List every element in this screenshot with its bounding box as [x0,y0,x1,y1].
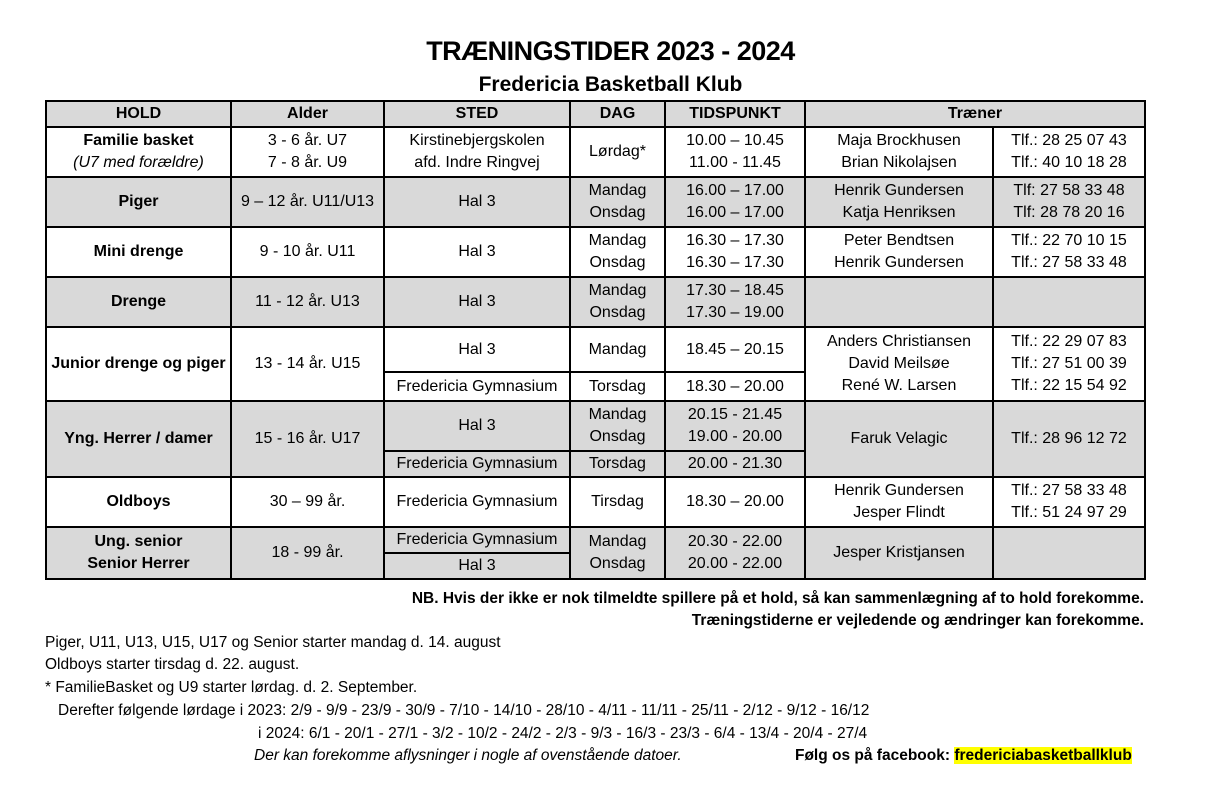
tid-text: 20.00 - 22.00 [687,555,783,572]
hold-name: Senior Herrer [87,555,190,572]
traener-name: Katja Henriksen [842,204,956,221]
hold-cell: Piger [46,177,231,227]
hold-name: Familie basket [83,132,194,149]
tid-text: 20.30 - 22.00 [687,533,783,550]
traener-cell [805,477,993,527]
dates-2024: i 2024: 6/1 - 20/1 - 27/1 - 3/2 - 10/2 - 24/2 - 2/3 - 9/3 - 16/3 - 23/3 - 6/4 - 13/4 - 20/4 - 27/4 [258,725,868,742]
col-hold: HOLD [46,101,231,127]
table-row [46,177,1145,227]
table-row [46,477,1145,527]
traener-name: David Meilsøe [848,355,950,372]
table-header-row [46,101,1145,127]
dag-text: Onsdag [589,254,646,271]
alder-cell: 30 – 99 år. [231,477,384,527]
tlf-cell [993,327,1145,401]
tlf-text: Tlf.: 22 70 10 15 [1011,232,1127,249]
hold-cell [46,527,231,579]
traener-name: Henrik Gundersen [834,254,964,271]
table-row [46,327,1145,372]
alder-cell [231,127,384,177]
table-row [46,227,1145,277]
table-row [46,401,1145,451]
alder-cell: 13 - 14 år. U15 [231,327,384,401]
tid-text: 19.00 - 20.00 [687,428,783,445]
sted-cell: Hal 3 [384,177,570,227]
tlf-cell [993,527,1145,579]
col-traener: Træner [805,101,1145,127]
tid-cell: 20.00 - 21.30 [665,451,805,477]
sted-cell [384,127,570,177]
sted-cell: Hal 3 [384,401,570,451]
tid-cell [665,127,805,177]
tlf-text: Tlf: 28 78 20 16 [1013,204,1125,221]
dag-text: Onsdag [589,428,646,445]
tid-cell: 18.30 – 20.00 [665,477,805,527]
dag-cell: Tirsdag [570,477,665,527]
tid-text: 11.00 - 11.45 [689,154,781,171]
sted-cell: Hal 3 [384,553,570,579]
traener-name: Henrik Gundersen [834,482,964,499]
dates-2023: Derefter følgende lørdage i 2023: 2/9 - 9/9 - 23/9 - 30/9 - 7/10 - 14/10 - 28/10 - 4/11 - 11/11 - 25/11 - 2/12 - 9/12 - 16/12 [58,702,870,719]
hold-note: (U7 med forældre) [73,154,204,171]
start-note-3: * FamilieBasket og U9 starter lørdag. d. 2. September. [45,679,418,696]
nb-note-2: Træningstiderne er vejledende og ændringer kan forekomme. [691,612,1144,629]
traener-cell: Faruk Velagic [805,401,993,477]
facebook-label: Følg os på facebook: [795,747,951,764]
dag-cell [570,227,665,277]
tid-text: 20.15 - 21.45 [687,406,783,423]
dag-text: Mandag [588,182,647,199]
tlf-text: Tlf.: 27 58 33 48 [1011,482,1127,499]
tid-cell: 18.45 – 20.15 [665,327,805,372]
traener-cell [805,227,993,277]
tlf-cell [993,477,1145,527]
traener-name: Anders Christiansen [826,333,972,350]
traener-cell [805,327,993,401]
hold-cell: Mini drenge [46,227,231,277]
table-row [46,127,1145,177]
tid-text: 16.30 – 17.30 [686,254,784,271]
hold-name: Ung. senior [94,533,183,550]
alder-text: 3 - 6 år. U7 [267,132,348,149]
dag-cell: Torsdag [570,372,665,401]
traener-cell [805,127,993,177]
dag-cell [570,177,665,227]
sted-cell: Fredericia Gymnasium [384,451,570,477]
dag-text: Onsdag [589,204,646,221]
tid-text: 16.00 – 17.00 [686,182,784,199]
tlf-text: Tlf.: 27 58 33 48 [1011,254,1127,271]
alder-cell: 9 – 12 år. U11/U13 [231,177,384,227]
sted-cell: Fredericia Gymnasium [384,527,570,553]
start-note-1: Piger, U11, U13, U15, U17 og Senior starter mandag d. 14. august [45,634,501,651]
alder-cell: 11 - 12 år. U13 [231,277,384,327]
tid-text: 10.00 – 10.45 [686,132,784,149]
tid-cell: 18.30 – 20.00 [665,372,805,401]
tlf-cell [993,277,1145,327]
traener-name: Maja Brockhusen [837,132,961,149]
sted-cell: Fredericia Gymnasium [384,372,570,401]
cancellation-note: Der kan forekomme aflysninger i nogle af ovenstående datoer. [254,747,682,764]
alder-cell: 9 - 10 år. U11 [231,227,384,277]
hold-cell: Drenge [46,277,231,327]
tid-text: 17.30 – 19.00 [686,304,784,321]
sted-cell: Hal 3 [384,327,570,372]
col-dag: DAG [570,101,665,127]
traener-name: Henrik Gundersen [834,182,964,199]
dag-cell [570,527,665,579]
dag-text: Onsdag [589,555,646,572]
tid-cell [665,277,805,327]
traener-cell: Jesper Kristjansen [805,527,993,579]
tlf-cell [993,177,1145,227]
sted-cell: Hal 3 [384,227,570,277]
dag-text: Onsdag [589,304,646,321]
facebook-line [795,747,1132,765]
tid-text: 16.30 – 17.30 [686,232,784,249]
tlf-text: Tlf.: 28 25 07 43 [1011,132,1127,149]
alder-text: 7 - 8 år. U9 [267,154,348,171]
alder-cell: 18 - 99 år. [231,527,384,579]
tid-text: 16.00 – 17.00 [686,204,784,221]
nb-note: NB. Hvis der ikke er nok tilmeldte spillere på et hold, så kan sammenlægning af to hold forekomme. [411,590,1144,607]
dag-text: Mandag [588,533,647,550]
tlf-text: Tlf.: 22 15 54 92 [1011,377,1127,394]
table-row [46,277,1145,327]
sted-cell: Fredericia Gymnasium [384,477,570,527]
tlf-text: Tlf.: 22 29 07 83 [1011,333,1127,350]
dag-cell [570,277,665,327]
hold-cell: Yng. Herrer / damer [46,401,231,477]
hold-cell: Oldboys [46,477,231,527]
facebook-link[interactable]: fredericiabasketballklub [954,747,1132,764]
sted-text: afd. Indre Ringvej [414,154,540,171]
hold-cell [46,127,231,177]
dag-cell: Mandag [570,327,665,372]
sted-cell: Hal 3 [384,277,570,327]
traener-name: Jesper Flindt [853,504,945,521]
dag-cell: Torsdag [570,451,665,477]
dag-text: Mandag [588,406,647,423]
tid-text: 17.30 – 18.45 [686,282,784,299]
tid-cell [665,227,805,277]
tlf-cell [993,127,1145,177]
page-title: TRÆNINGSTIDER 2023 - 2024 [426,36,795,66]
traener-name: René W. Larsen [841,377,957,394]
tlf-text: Tlf.: 40 10 18 28 [1011,154,1127,171]
tlf-cell [993,227,1145,277]
dag-cell: Lørdag* [570,127,665,177]
schedule-table [45,100,1146,580]
traener-cell [805,177,993,227]
club-name: Fredericia Basketball Klub [478,73,743,96]
tlf-cell: Tlf.: 28 96 12 72 [993,401,1145,477]
dag-cell [570,401,665,451]
tid-cell [665,401,805,451]
table-row [46,527,1145,553]
tlf-text: Tlf: 27 58 33 48 [1013,182,1125,199]
alder-cell: 15 - 16 år. U17 [231,401,384,477]
traener-cell [805,277,993,327]
traener-name: Peter Bendtsen [843,232,955,249]
sted-text: Kirstinebjergskolen [409,132,545,149]
tlf-text: Tlf.: 51 24 97 29 [1011,504,1127,521]
tid-cell [665,177,805,227]
traener-name: Brian Nikolajsen [841,154,957,171]
tid-cell [665,527,805,579]
col-sted: STED [384,101,570,127]
col-tidspunkt: TIDSPUNKT [665,101,805,127]
dag-text: Mandag [588,232,647,249]
hold-cell: Junior drenge og piger [46,327,231,401]
dag-text: Mandag [588,282,647,299]
tlf-text: Tlf.: 27 51 00 39 [1011,355,1127,372]
start-note-2: Oldboys starter tirsdag d. 22. august. [45,656,300,673]
col-alder: Alder [231,101,384,127]
